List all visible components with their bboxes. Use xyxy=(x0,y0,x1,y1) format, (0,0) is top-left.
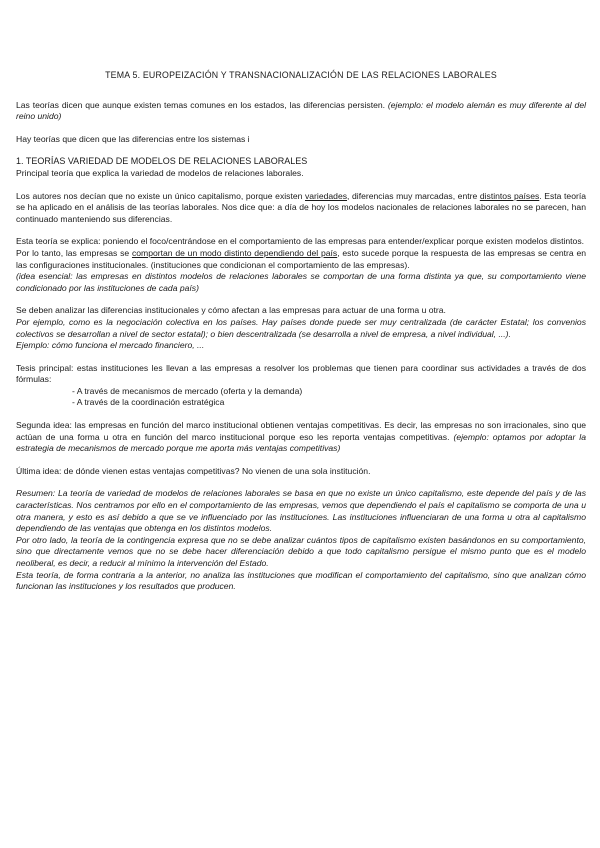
section-heading: 1. TEORÍAS VARIEDAD DE MODELOS DE RELACIONES LABORALES xyxy=(16,156,308,167)
list-item: - A través de la coordinación estratégica xyxy=(72,397,225,408)
authors-text-c: . Esta teoría se ha aplicado en el análisis de las teorías laborales. Nos dice que: a día de hoy los modelos nacionales de relaciones laborales no se parecen, han continuado manteniendo sus diferencias. xyxy=(16,190,587,224)
last-idea: Última idea: de dónde vienen estas ventajas competitivas? No vienen de una sola institución. xyxy=(16,465,371,476)
intro-paragraph xyxy=(16,100,586,123)
second-idea-example: (ejemplo: optamos por adoptar la estrategia de mecanismos de mercado porque me aporta más ventajas competitivas) xyxy=(16,431,586,454)
document-page xyxy=(16,70,586,593)
intro-text: Las teorías dicen que aunque existen temas comunes en los estados, las diferencias persisten. xyxy=(16,99,386,110)
list-item: - A través de mecanismos de mercado (oferta y la demanda) xyxy=(72,385,303,396)
underlined-distintos-paises: distintos países xyxy=(479,190,540,201)
document-title: TEMA 5. EUROPEIZACIÓN Y TRANSNACIONALIZACIÓN DE LAS RELACIONES LABORALES xyxy=(105,70,497,80)
explanation-line: Esta teoría se explica: poniendo el foco/centrándose en el comportamiento de las empresas para entender/explicar porque existen modelos distintos. xyxy=(16,236,584,247)
systems-line: Hay teorías que dicen que las diferencias entre los sistemas i xyxy=(16,133,250,144)
summary-paragraph-1: Resumen: La teoría de variedad de modelos de relaciones laborales se basa en que no existe un único capitalismo, este depende del país y de las características. Nos centramos por ello en el comportamiento de las empresas, vemos que dependiendo el país el capitalismo se comporta de una u otra manera, y esto es así debido a que se ve influenciado por las instituciones. Las instituciones influenciaran de una forma u otra al capitalismo dependiendo de las ventajas que obtenga en los distintos modelos. xyxy=(16,488,586,534)
companies-paragraph xyxy=(16,248,586,271)
summary-paragraph-2: Por otro lado, la teoría de la contingencia expresa que no se debe analizar cuántos tipos de capitalismo existen basándonos en su comportamiento, sino que directamente vemos que no se debe hacer diferenciación debido a que todo capitalismo persigue el mismo punto que es el modelo neoliberal, es decir, a reducir al mínimo la intervención del Estado. xyxy=(16,534,586,568)
authors-text-b: , diferencias muy marcadas, entre xyxy=(347,190,480,201)
second-idea-text: Segunda idea: las empresas en función del marco institucional obtienen ventajas competitivas. Es decir, las empresas no son irracionales, sino que actúan de una forma u otra en función del marco institucional porque eso les reporta ventajas competitivas. xyxy=(16,420,586,442)
companies-text-b: , esto sucede porque la respuesta de las empresas se centra en las configuraciones institucionales. (instituciones que condicionan el comportamiento de las empresas). xyxy=(16,247,586,270)
underlined-variedades: variedades xyxy=(304,190,348,201)
main-thesis: Tesis principal: estas instituciones les llevan a las empresas a resolver los problemas que tienen para coordinar sus actividades a través de dos fórmulas: xyxy=(16,362,586,385)
intro-example: (ejemplo: el modelo alemán es muy diferente al del reino unido) xyxy=(16,99,587,122)
essential-idea: (idea esencial: las empresas en distintos modelos de relaciones laborales se comportan de una forma distinta ya que, su comportamiento viene condicionado por las instituciones de cada país) xyxy=(16,271,586,293)
second-idea xyxy=(16,420,586,455)
financial-example: Ejemplo: cómo funciona el mercado financiero, ... xyxy=(16,340,205,351)
summary-paragraph-3: Esta teoría, de forma contraria a la anterior, no analiza las instituciones que modifican el comportamiento del capitalismo, sino que analizan cómo funcionan las instituciones y los resultados que producen. xyxy=(16,569,586,592)
institutional-differences: Se deben analizar las diferencias institucionales y cómo afectan a las empresas para actuar de una forma u otra. xyxy=(16,305,446,316)
underlined-behaviour: comportan de un modo distinto dependiendo del país xyxy=(131,247,338,258)
companies-text-a: Por lo tanto, las empresas se xyxy=(16,247,132,258)
authors-paragraph xyxy=(16,191,586,226)
bargaining-example: Por ejemplo, como es la negociación colectiva en los países. Hay países donde puede ser muy centralizada (de carácter Estatal; los convenios colectivos se desarrollan a nivel de sector estatal); o bien descentralizada (se desarrolla a nivel de empresa, a nivel individual, ...). xyxy=(16,316,586,339)
authors-text-a: Los autores nos decían que no existe un único capitalismo, porque existen xyxy=(16,190,305,201)
formulas-list xyxy=(16,386,586,409)
section-subtitle: Principal teoría que explica la variedad de modelos de relaciones laborales. xyxy=(16,167,304,178)
